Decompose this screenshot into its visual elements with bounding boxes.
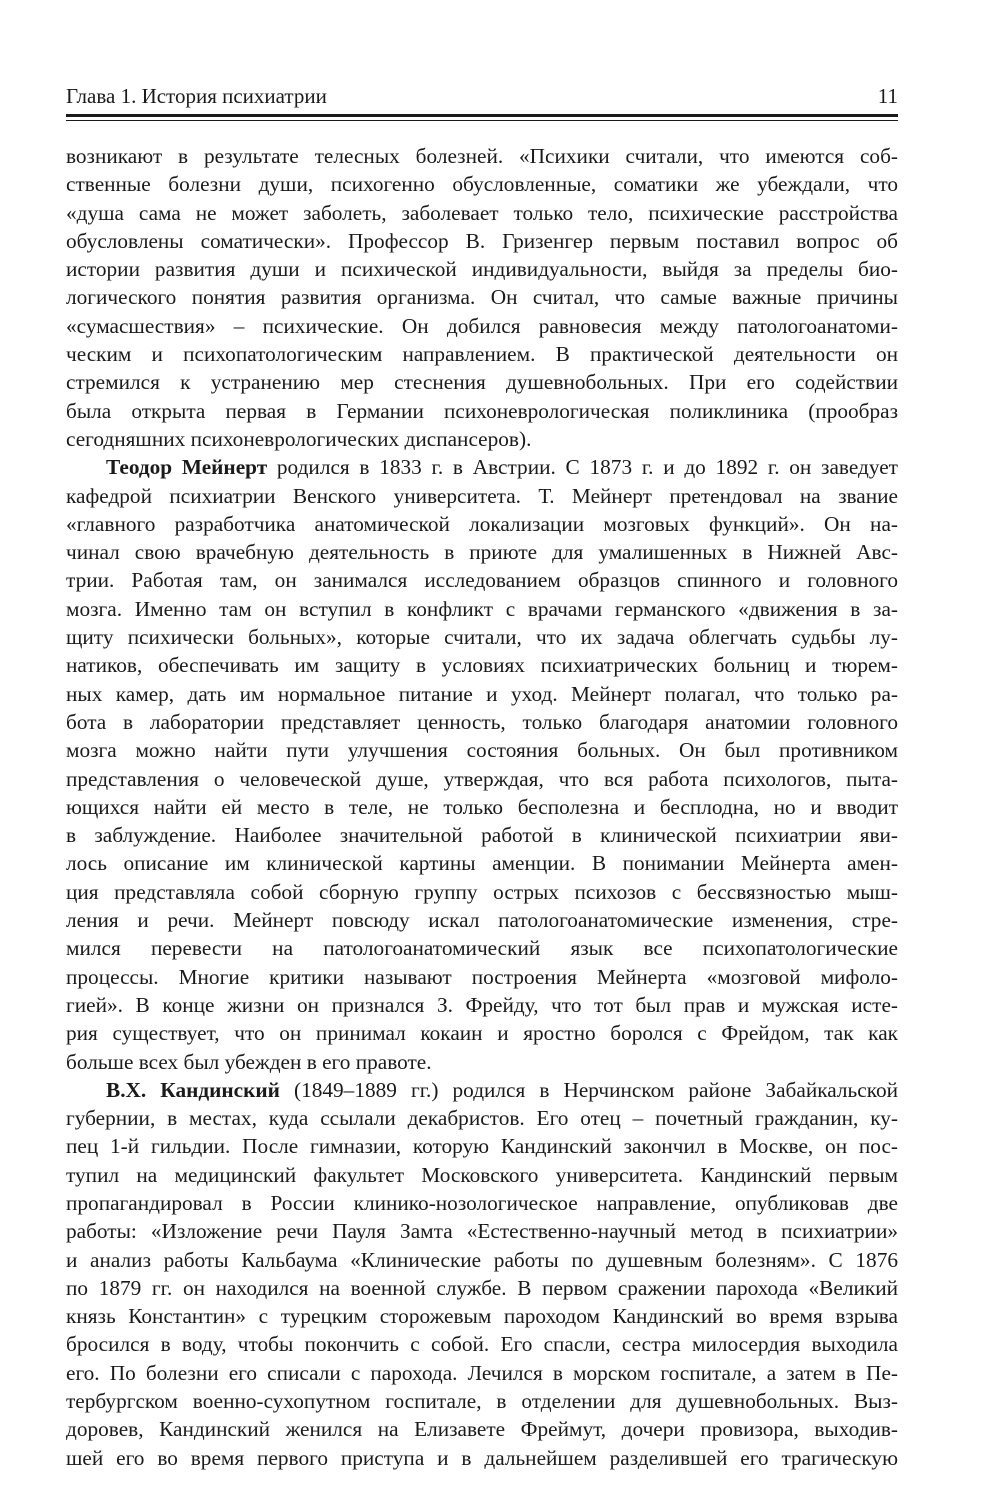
text-line: сегодняшних психоневрологических диспансеров). bbox=[66, 426, 532, 451]
text-line: «главного разработчика анатомической локализации мозговых функций». Он на- bbox=[66, 511, 898, 536]
text-line: обусловлены соматически». Профессор В. Гризенгер первым поставил вопрос об bbox=[66, 228, 898, 253]
text-line: гией». В конце жизни он признался З. Фрейду, что тот был прав и мужская исте- bbox=[66, 992, 898, 1017]
text-line: в заблуждение. Наиболее значительной работой в клинической психиатрии яви- bbox=[66, 823, 898, 848]
text-line: «сумасшествия» – психические. Он добился равновесия между патологоанатоми- bbox=[66, 313, 898, 338]
text-line: представления о человеческой душе, утверждая, что вся работа психологов, пыта- bbox=[66, 766, 898, 791]
text-line: рия существует, что он принимал кокаин и яростно боролся с Фрейдом, так как bbox=[66, 1021, 898, 1046]
text-run: (1849–1889 гг.) родился в Нерчинском районе Забайкальской bbox=[279, 1077, 899, 1102]
text-line: мился перевести на патологоанатомический язык все психопатологические bbox=[66, 936, 898, 961]
paragraph bbox=[66, 453, 898, 1076]
text-line: была открыта первая в Германии психоневрологическая поликлиника (прообраз bbox=[66, 398, 898, 423]
text-line: кафедрой психиатрии Венского университета. Т. Мейнерт претендовал на звание bbox=[66, 483, 898, 508]
paragraph bbox=[66, 1076, 898, 1472]
person-name: Теодор Мейнерт bbox=[106, 455, 268, 480]
text-line: бросился в воду, чтобы покончить с собой. Его спасли, сестра милосердия выходила bbox=[66, 1332, 898, 1357]
text-line: мозга. Именно там он вступил в конфликт с врачами германского «движения в за- bbox=[66, 596, 898, 621]
text-line bbox=[66, 453, 898, 481]
text-line: больше всех был убежден в его правоте. bbox=[66, 1049, 432, 1074]
text-line: процессы. Многие критики называют построения Мейнерта «мозговой мифоло- bbox=[66, 964, 898, 989]
text-line: губернии, в местах, куда ссылали декабристов. Его отец – почетный гражданин, ку- bbox=[66, 1106, 898, 1131]
text-line: ственные болезни души, психогенно обусловленные, соматики же убеждали, что bbox=[66, 172, 898, 197]
text-line: пец 1-й гильдии. После гимназии, которую Кандинский закончил в Москве, он пос- bbox=[66, 1134, 898, 1159]
text-line: тупил на медицинский факультет Московского университета. Кандинский первым bbox=[66, 1162, 898, 1187]
text-line: логического понятия развития организма. Он считал, что самые важные причины bbox=[66, 285, 898, 310]
text-line bbox=[66, 1076, 898, 1104]
text-line: бота в лаборатории представляет ценность, только благодаря анатомии головного bbox=[66, 709, 898, 734]
text-line: его. По болезни его списали с парохода. Лечился в морском госпитале, а затем в Пе- bbox=[66, 1360, 898, 1385]
paragraph bbox=[66, 142, 898, 453]
text-line: чинал свою врачебную деятельность в приюте для умалишенных в Нижней Авс- bbox=[66, 540, 898, 565]
header-rule-thick bbox=[66, 114, 898, 117]
text-line: мозга можно найти пути улучшения состояния больных. Он был противником bbox=[66, 738, 898, 763]
text-line: ческим и психопатологическим направлением. В практической деятельности он bbox=[66, 342, 898, 367]
text-line: ющихся найти ей место в теле, не только бесполезна и бесплодна, но и вводит bbox=[66, 794, 898, 819]
text-line: трии. Работая там, он занимался исследованием образцов спинного и головного bbox=[66, 568, 898, 593]
text-line: ных камер, дать им нормальное питание и уход. Мейнерт полагал, что только ра- bbox=[66, 681, 898, 706]
text-line: князь Константин» с турецким сторожевым пароходом Кандинский во время взрыва bbox=[66, 1304, 898, 1329]
text-line: пропагандировал в России клинико-нозологическое направление, опубликовав две bbox=[66, 1190, 898, 1215]
text-line: по 1879 гг. он находился на военной службе. В первом сражении парохода «Великий bbox=[66, 1275, 898, 1300]
text-line: работы: «Изложение речи Пауля Замта «Естественно-научный метод в психиатрии» bbox=[66, 1219, 898, 1244]
text-line: тербургском военно-сухопутном госпитале, в отделении для душевнобольных. Выз- bbox=[66, 1389, 898, 1414]
text-line: лось описание им клинической картины аменции. В понимании Мейнерта амен- bbox=[66, 851, 898, 876]
running-header bbox=[66, 82, 898, 112]
text-line: ция представляла собой сборную группу острых психозов с бессвязностью мыш- bbox=[66, 879, 898, 904]
chapter-title: Глава 1. История психиатрии bbox=[66, 84, 327, 108]
text-line: возникают в результате телесных болезней. «Психики считали, что имеются соб- bbox=[66, 144, 898, 168]
text-line: и анализ работы Кальбаума «Клинические работы по душевным болезням». С 1876 bbox=[66, 1247, 898, 1272]
text-line: «душа сама не может заболеть, заболевает только тело, психические расстройства bbox=[66, 200, 898, 225]
text-line: ления и речи. Мейнерт повсюду искал патологоанатомические изменения, стре- bbox=[66, 908, 898, 933]
text-run: родился в 1833 г. в Австрии. С 1873 г. и до 1892 г. он заведует bbox=[267, 455, 898, 480]
text-line: щиту психически больных», которые считали, что их задача облегчать судьбы лу- bbox=[66, 625, 898, 650]
text-line: доровев, Кандинский женился на Елизавете Фреймут, дочери провизора, выходив- bbox=[66, 1417, 898, 1442]
page-number: 11 bbox=[877, 84, 898, 108]
text-line: шей его во время первого приступа и в дальнейшем разделившей его трагическую bbox=[66, 1445, 898, 1470]
header-rule-thin bbox=[66, 120, 898, 121]
person-name: В.Х. Кандинский bbox=[106, 1077, 280, 1102]
text-line: стремился к устранению мер стеснения душевнобольных. При его содействии bbox=[66, 370, 898, 395]
text-line: истории развития души и психической индивидуальности, выйдя за пределы био- bbox=[66, 257, 898, 282]
body-text bbox=[66, 142, 898, 1472]
text-line: натиков, обеспечивать им защиту в условиях психиатрических больниц и тюрем- bbox=[66, 653, 898, 678]
